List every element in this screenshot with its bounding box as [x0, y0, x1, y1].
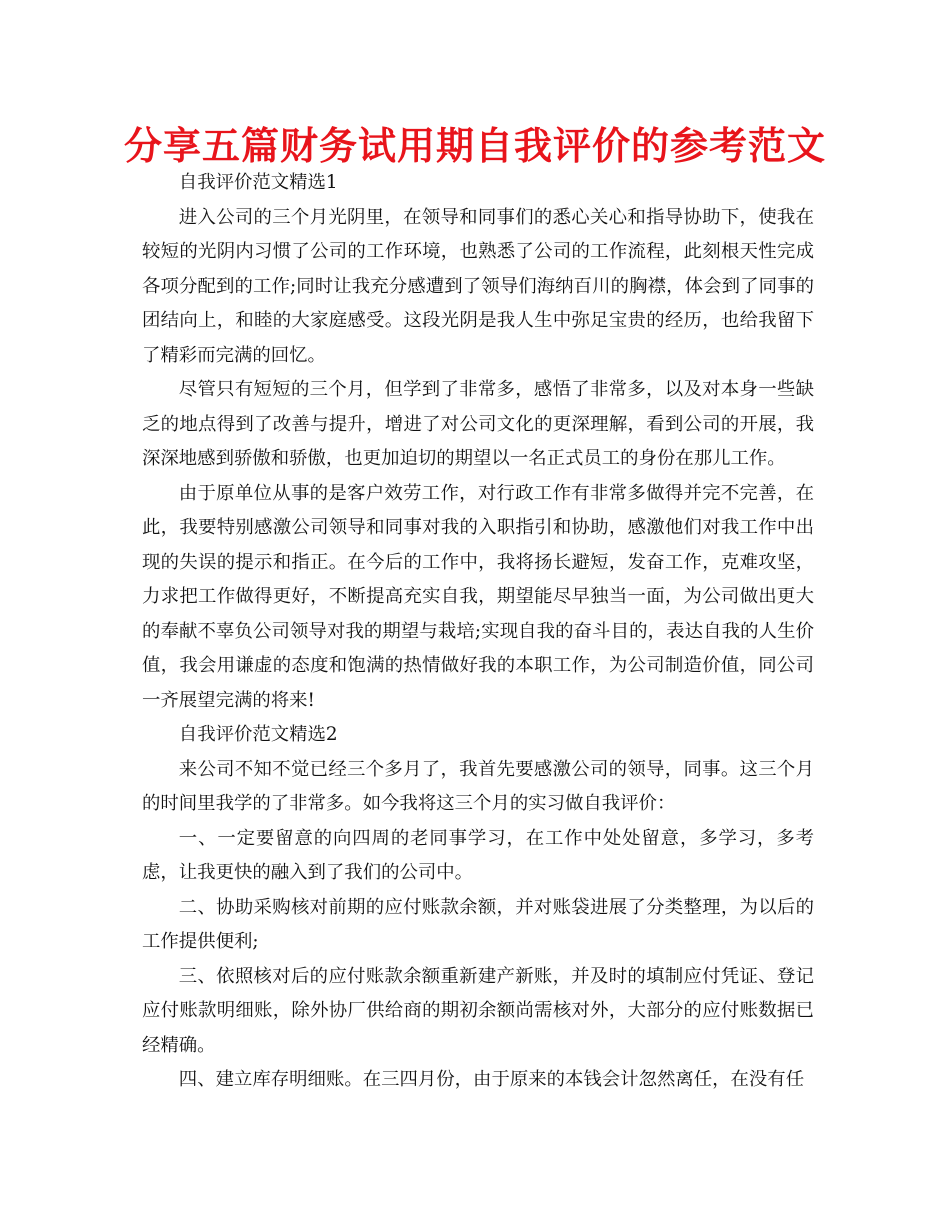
paragraph: 二、协助采购核对前期的应付账款余额，并对账袋进展了分类整理，为以后的工作提供便利; [142, 896, 814, 952]
paragraph: 三、依照核对后的应付账款余额重新建产新账，并及时的填制应付凭证、登记应付账款明细账，除外协厂供给商的期初余额尚需核对外，大部分的应付账数据已经精确。 [142, 965, 814, 1056]
paragraph: 四、建立库存明细账。在三四月份，由于原来的本钱会计忽然离任，在没有任 [178, 1069, 805, 1090]
document-body [142, 166, 814, 1098]
section-heading: 自我评价范文精选1 [178, 172, 338, 193]
document-title: 分享五篇财务试用期自我评价的参考范文 [123, 124, 826, 168]
paragraph: 尽管只有短短的三个月，但学到了非常多，感悟了非常多，以及对本身一些缺乏的地点得到了改善与提升，增进了对公司文化的更深理解，看到公司的开展，我深深地感到骄傲和骄傲，也更加迫切的期望以一名正式员工的身份在那儿工作。 [142, 379, 814, 469]
section-heading: 自我评价范文精选2 [178, 724, 338, 745]
paragraph: 一、一定要留意的向四周的老同事学习，在工作中处处留意，多学习，多考虑，让我更快的融入到了我们的公司中。 [142, 827, 814, 883]
paragraph: 由于原单位从事的是客户效劳工作，对行政工作有非常多做得并完不完善，在此，我要特别感激公司领导和同事对我的入职指引和协助，感激他们对我工作中出现的失误的提示和指正。在今后的工作中，我将扬长避短，发奋工作，克难攻坚，力求把工作做得更好，不断提高充实自我，期望能尽早独当一面，为公司做出更大的奉献不辜负公司领导对我的期望与栽培;实现自我的奋斗目的，表达自我的人生价值，我会用谦虚的态度和饱满的热情做好我的本职工作，为公司制造价值，同公司一齐展望完满的将来! [142, 482, 814, 711]
paragraph: 来公司不知不觉已经三个多月了，我首先要感激公司的领导，同事。这三个月的时间里我学的了非常多。如今我将这三个月的实习做自我评价： [142, 758, 814, 814]
paragraph: 进入公司的三个月光阴里，在领导和同事们的悉心关心和指导协助下，使我在较短的光阴内习惯了公司的工作环境，也熟悉了公司的工作流程，此刻根天性完成各项分配到的工作;同时让我充分感遭到了领导们海纳百川的胸襟，体会到了同事的团结向上，和睦的大家庭感受。这段光阴是我人生中弥足宝贵的经历，也给我留下了精彩而完满的回忆。 [142, 206, 814, 366]
